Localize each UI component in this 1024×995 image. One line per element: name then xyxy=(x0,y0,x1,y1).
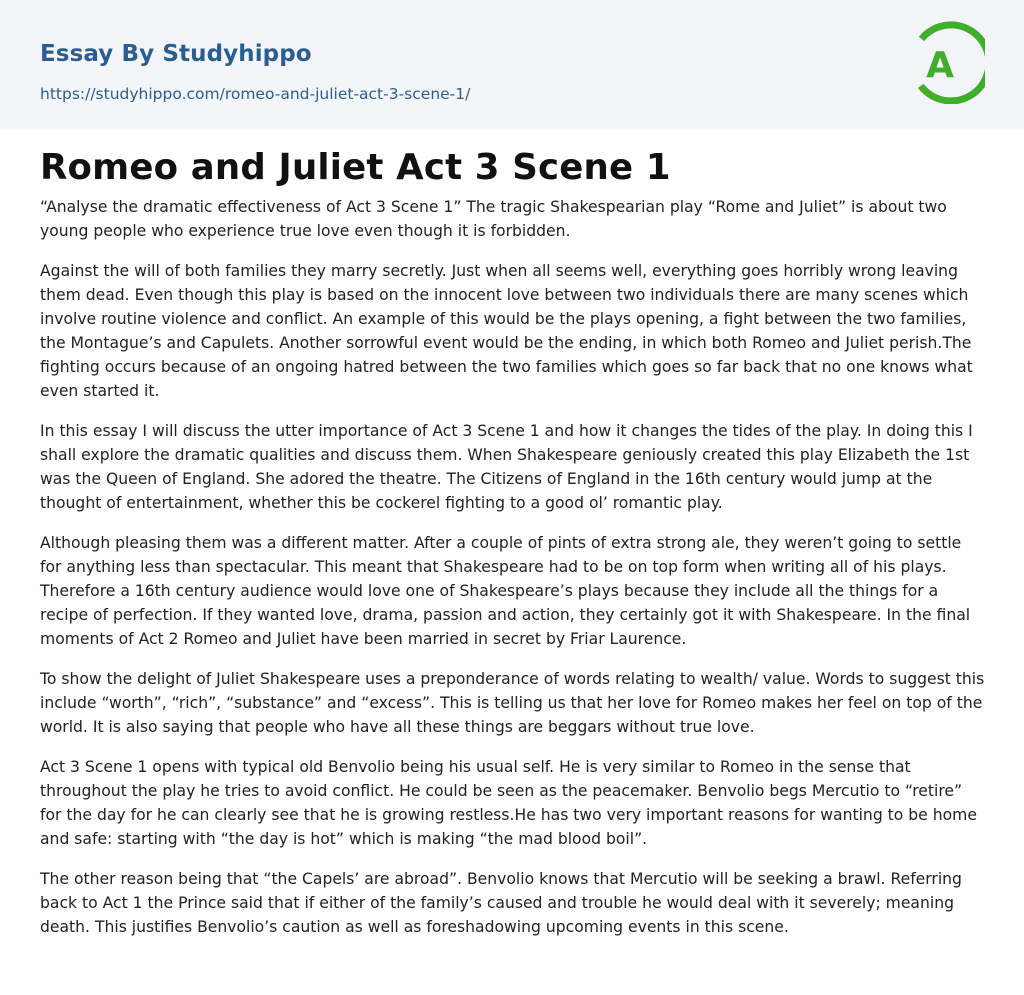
logo-letter: A xyxy=(926,45,954,86)
essay-paragraph: To show the delight of Juliet Shakespeare uses a preponderance of words relating to wealth/ value. Words to suggest this include “worth”, “rich”, “substance” and “excess”. This is telling us that her love for Romeo makes her feel on top of the world. It is also saying that people who have all these things are beggars without true love. xyxy=(40,670,985,736)
essay-paragraph: Although pleasing them was a different matter. After a couple of pints of extra strong ale, they weren’t going to settle for anything less than spectacular. This meant that Shakespeare had to be on top form when writing all of his plays. Therefore a 16th century audience would love one of Shakespeare’s plays because they include all the things for a recipe of perfection. If they wanted love, drama, passion and action, they certainly got it with Shakespeare. In the final moments of Act 2 Romeo and Juliet have been married in secret by Friar Laurence. xyxy=(40,534,971,648)
essay-title: Romeo and Juliet Act 3 Scene 1 xyxy=(40,147,671,188)
essay-paragraph: Act 3 Scene 1 opens with typical old Benvolio being his usual self. He is very similar to Romeo in the sense that throughout the play he tries to avoid conflict. He could be seen as the peacemaker. Benvolio begs Mercutio to “retire” for the day for he can clearly see that he is growing restless.He has two very important reasons for wanting to be home and safe: starting with “the day is hot” which is making “the mad blood boil”. xyxy=(40,758,977,848)
essay-paragraph: In this essay I will discuss the utter importance of Act 3 Scene 1 and how it changes the tides of the play. In doing this I shall explore the dramatic qualities and discuss them. When Shakespeare geniously created this play Elizabeth the 1st was the Queen of England. She adored the theatre. The Citizens of England in the 16th century would jump at the thought of entertainment, whether this be cockerel fighting to a good ol’ romantic play. xyxy=(40,422,973,512)
studyhippo-logo-icon[interactable] xyxy=(913,20,985,104)
essay-paragraph: The other reason being that “the Capels’ are abroad”. Benvolio knows that Mercutio will be seeking a brawl. Referring back to Act 1 the Prince said that if either of the family’s caused and trouble he would deal with it severely; meaning death. This justifies Benvolio’s caution as well as foreshadowing upcoming events in this scene. xyxy=(40,870,962,936)
essay-paragraph: Against the will of both families they marry secretly. Just when all seems well, everything goes horribly wrong leaving them dead. Even though this play is based on the innocent love between two individuals there are many scenes which involve routine violence and conflict. An example of this would be the plays opening, a fight between the two families, the Montague’s and Capulets. Another sorrowful event would be the ending, in which both Romeo and Juliet perish.The fighting occurs because of an ongoing hatred between the two families which goes so far back that no one knows what even started it. xyxy=(40,262,973,400)
essay-url-link[interactable]: https://studyhippo.com/romeo-and-juliet-act-3-scene-1/ xyxy=(40,85,471,103)
site-header xyxy=(0,0,1024,129)
essay-paragraph: “Analyse the dramatic effectiveness of Act 3 Scene 1” The tragic Shakespearian play “Rome and Juliet” is about two young people who experience true love even though it is forbidden. xyxy=(40,198,947,240)
site-brand[interactable]: Essay By Studyhippo xyxy=(40,41,312,67)
essay-content xyxy=(40,144,985,955)
